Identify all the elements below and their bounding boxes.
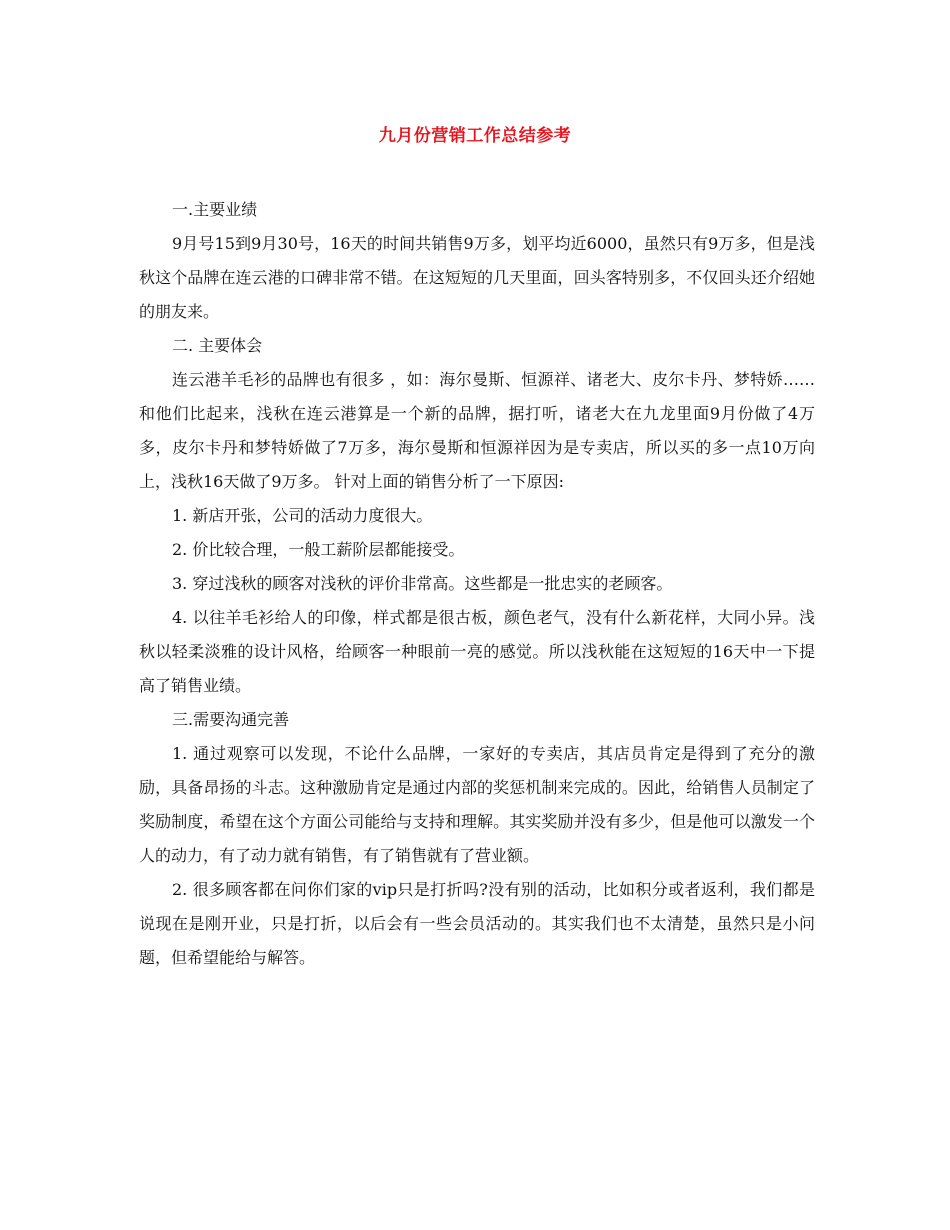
- heading-main-experience: 二. 主要体会: [172, 336, 263, 355]
- document-title: 九月份营销工作总结参考: [378, 126, 572, 146]
- list-item-reason-4: 4. 以往羊毛衫给人的印像，样式都是很古板，颜色老气，没有什么新花样，大同小异。浅秋以轻柔淡雅的设计风格，给顾客一种眼前一亮的感觉。所以浅秋能在这短短的16天中一下提高了销售业绩。: [139, 608, 815, 695]
- list-item-improvement-2: 2. 很多顾客都在问你们家的vip只是打折吗?没有别的活动，比如积分或者返利，我们都是说现在是刚开业，只是打折，以后会有一些会员活动的。其实我们也不太清楚，虽然只是小问题，但希望能给与解答。: [139, 880, 815, 967]
- list-item-reason-2: 2. 价比较合理，一般工薪阶层都能接受。: [172, 540, 465, 559]
- list-item-reason-1: 1. 新店开张，公司的活动力度很大。: [172, 506, 433, 525]
- heading-main-performance: 一.主要业绩: [172, 200, 258, 219]
- paragraph-performance: 9月号15到9月30号，16天的时间共销售9万多，划平均近6000，虽然只有9万多，但是浅秋这个品牌在连云港的口碑非常不错。在这短短的几天里面，回头客特别多，不仅回头还介绍她的朋友来。: [139, 234, 815, 321]
- list-item-improvement-1: 1. 通过观察可以发现，不论什么品牌，一家好的专卖店，其店员肯定是得到了充分的激励，具备昂扬的斗志。这种激励肯定是通过内部的奖惩机制来完成的。因此，给销售人员制定了奖励制度，希望在这个方面公司能给与支持和理解。其实奖励并没有多少，但是他可以激发一个人的动力，有了动力就有销售，有了销售就有了营业额。: [139, 744, 815, 865]
- document-body: [139, 193, 815, 975]
- list-item-reason-3: 3. 穿过浅秋的顾客对浅秋的评价非常高。这些都是一批忠实的老顾客。: [172, 574, 673, 593]
- paragraph-brands: 连云港羊毛衫的品牌也有很多 ，如：海尔曼斯、恒源祥、诸老大、皮尔卡丹、梦特娇……和他们比起来，浅秋在连云港算是一个新的品牌，据打听，诸老大在九龙里面9月份做了4万多，皮尔卡丹和梦特娇做了7万多，海尔曼斯和恒源祥因为是专卖店，所以买的多一点10万向上，浅秋16天做了9万多。 针对上面的销售分析了一下原因:: [139, 370, 815, 491]
- heading-improvement: 三.需要沟通完善: [172, 710, 290, 729]
